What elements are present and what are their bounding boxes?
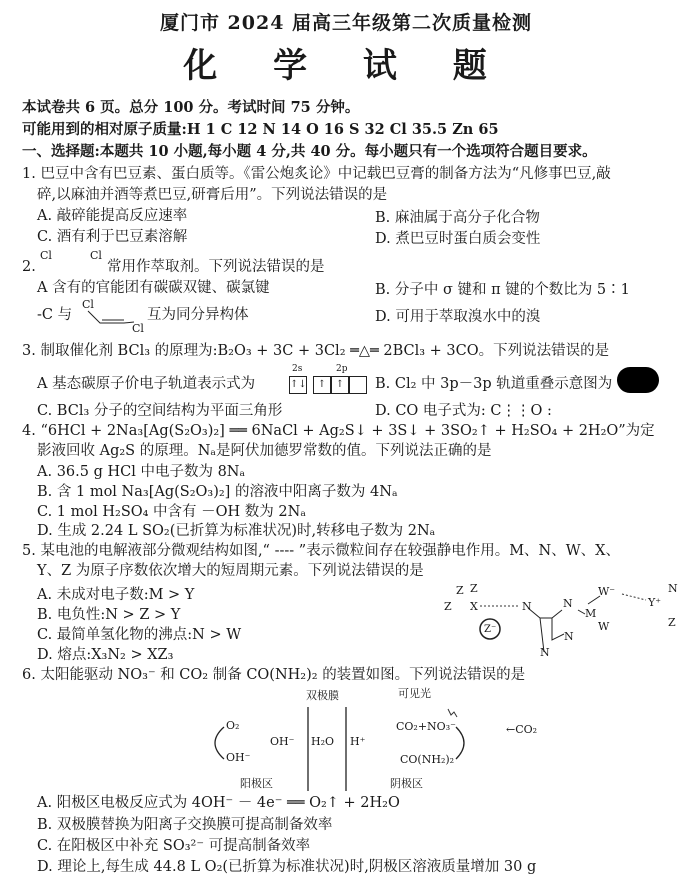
atom-z: Z <box>470 582 478 595</box>
exam-subject: 化 学 试 题 <box>183 46 509 86</box>
q4-option-a: A. 36.5 g HCl 中电子数为 8Nₐ <box>37 464 246 480</box>
q4-stem-cont: 影液回收 Ag₂S 的原理。Nₐ是阿伏加德罗常数的值。下列说法正确的是 <box>37 443 492 459</box>
atom-n: N <box>563 597 573 610</box>
q2-number: 2. <box>22 259 36 275</box>
orbital-2p-label: 2p <box>336 364 348 374</box>
orbital-2s-label: 2s <box>292 364 303 374</box>
q5-stem: 5. 某电池的电解液部分微观结构如图,“ ---- ”表示微粒间存在较强静电作用。M、N、W、X、 <box>22 543 620 559</box>
q2-option-b: B. 分子中 σ 键和 π 键的个数比为 5∶1 <box>375 282 630 298</box>
urea-label: CO(NH₂)₂ <box>400 753 455 766</box>
atom-m: M <box>585 607 597 620</box>
atom-x: X <box>470 600 478 613</box>
cl-label: Cl <box>82 298 94 311</box>
oh-membrane-label: OH⁻ <box>270 735 295 748</box>
q4-option-c: C. 1 mol H₂SO₄ 中含有 －OH 数为 2Nₐ <box>37 504 306 520</box>
co2-input-label: ←CO₂ <box>506 723 538 736</box>
q1-option-d: D. 煮巴豆时蛋白质会变性 <box>375 231 541 247</box>
q3-option-c: C. BCl₃ 分子的空间结构为平面三角形 <box>37 403 283 419</box>
dichloroethene-structure <box>78 298 148 334</box>
oh-label: OH⁻ <box>226 751 251 764</box>
intro-atomic-mass: 可能用到的相对原子质量:H 1 C 12 N 14 O 16 S 32 Cl 35.5 Zn 65 <box>22 121 499 138</box>
atom-n: N <box>522 600 532 613</box>
q2-option-a: A 含有的官能团有碳碳双键、碳氯键 <box>37 280 270 296</box>
section-heading: 一、选择题:本题共 10 小题,每小题 4 分,共 40 分。每小题只有一个选项符合题目要求。 <box>22 143 597 160</box>
electrolysis-device-figure <box>200 685 570 795</box>
proton-label: H⁺ <box>350 735 366 748</box>
atom-w: W <box>598 620 610 633</box>
q3-option-b: B. Cl₂ 中 3p－3p 轨道重叠示意图为 <box>375 376 613 392</box>
electrolyte-structure-figure <box>440 582 685 662</box>
q5-option-b: B. 电负性:N > Z > Y <box>37 607 181 623</box>
reactants-label: CO₂+NO₃⁻ <box>396 720 456 733</box>
q6-option-a: A. 阳极区电极反应式为 4OH⁻ － 4e⁻ ══ O₂↑ + 2H₂O <box>37 795 400 811</box>
atom-z: Z <box>456 584 464 597</box>
ion-w-minus: W⁻ <box>598 585 616 598</box>
q4-stem: 4. “6HCl + 2Na₃[Ag(S₂O₃)₂] ══ 6NaCl + Ag₂S↓ + 3S↓ + 3SO₂↑ + H₂SO₄ + 2H₂O”为定 <box>22 423 655 439</box>
q5-option-a: A. 未成对电子数:M > Y <box>37 587 195 603</box>
q2-option-d: D. 可用于萃取溴水中的溴 <box>375 309 541 325</box>
o2-label: O₂ <box>226 719 240 732</box>
cl-label: Cl <box>132 322 144 334</box>
atom-n: N <box>540 646 550 659</box>
anode-region-label: 阳极区 <box>240 777 273 790</box>
q3-option-d: D. CO 电子式为: C⋮⋮O : <box>375 403 552 419</box>
q5-stem-cont: Y、Z 为原子序数依次增大的短周期元素。下列说法错误的是 <box>37 563 424 579</box>
q6-option-b: B. 双极膜替换为阳离子交换膜可提高制备效率 <box>37 817 333 833</box>
atom-n: N <box>564 630 574 643</box>
atom-y-plus: Y⁺ <box>648 596 662 609</box>
q6-option-c: C. 在阳极区中补充 SO₃²⁻ 可提高制备效率 <box>37 838 311 854</box>
q6-stem: 6. 太阳能驱动 NO₃⁻ 和 CO₂ 制备 CO(NH₂)₂ 的装置如图。下列说法错误的是 <box>22 667 526 683</box>
q2-stem: 常用作萃取剂。下列说法错误的是 <box>107 259 325 275</box>
orbital-2p-boxes: ↑ ↑ <box>313 376 367 394</box>
q5-option-c: C. 最简单氢化物的沸点:N > W <box>37 627 242 643</box>
cathode-region-label: 阴极区 <box>390 777 423 790</box>
ion-z-minus: Z⁻ <box>484 624 497 635</box>
atom-z: Z <box>668 616 676 629</box>
q1-option-b: B. 麻油属于高分子化合物 <box>375 210 540 226</box>
membrane-label: 双极膜 <box>306 689 339 702</box>
q4-option-d: D. 生成 2.24 L SO₂(已折算为标准状况)时,转移电子数为 2Nₐ <box>37 523 436 539</box>
exam-header: 厦门市 2024 届高三年级第二次质量检测 <box>159 12 533 34</box>
atom-n: N <box>668 582 678 595</box>
p-orbital-overlap-image <box>617 367 659 393</box>
q1-stem: 1. 巴豆中含有巴豆素、蛋白质等。《雷公炮炙论》中记载巴豆膏的制备方法为“凡修事巴豆,敲 <box>22 166 611 182</box>
q1-option-a: A. 敲碎能提高反应速率 <box>37 208 188 224</box>
q1-stem-cont: 碎,以麻油并酒等煮巴豆,研膏后用”。下列说法错误的是 <box>37 187 388 203</box>
atom-z: Z <box>444 600 452 613</box>
q1-option-c: C. 酒有利于巴豆素溶解 <box>37 229 188 245</box>
q4-option-b: B. 含 1 mol Na₃[Ag(S₂O₃)₂] 的溶液中阳离子数为 4Nₐ <box>37 484 398 500</box>
q2-cl2: Cl <box>90 249 102 262</box>
q3-stem: 3. 制取催化剂 BCl₃ 的原理为:B₂O₃ + 3C + 3Cl₂ ═△═ 2BCl₃ + 3CO。下列说法错误的是 <box>22 343 610 359</box>
q2-cl1: Cl <box>40 249 52 262</box>
light-label: 可见光 <box>398 687 431 700</box>
q5-option-d: D. 熔点:X₃N₂ > XZ₃ <box>37 647 174 663</box>
q6-option-d: D. 理论上,每生成 44.8 L O₂(已折算为标准状况)时,阴极区溶液质量增加 30 g <box>37 859 537 875</box>
orbital-2s-box: ↑↓ <box>289 376 307 394</box>
intro-pages: 本试卷共 6 页。总分 100 分。考试时间 75 分钟。 <box>22 99 360 116</box>
q2-option-c-pre: -C 与 <box>37 307 73 323</box>
q3-option-a: A 基态碳原子价电子轨道表示式为 <box>37 376 256 392</box>
water-label: H₂O <box>311 735 335 748</box>
q2-option-c-post: 互为同分异构体 <box>147 307 249 323</box>
